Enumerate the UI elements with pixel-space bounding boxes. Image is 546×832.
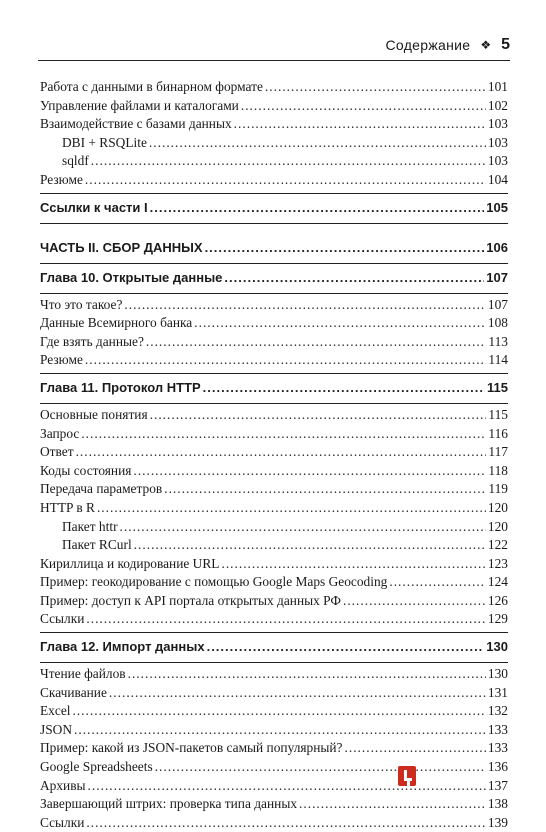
toc-entry-title: Google Spreadsheets xyxy=(40,759,153,775)
section-divider xyxy=(40,193,508,194)
header-rule xyxy=(38,60,510,61)
toc-entry-page: 130 xyxy=(486,639,508,655)
toc-entry-page: 108 xyxy=(487,315,508,331)
toc-entry[interactable] xyxy=(40,425,508,444)
toc-entry[interactable] xyxy=(40,739,508,758)
leader-dots xyxy=(150,196,485,220)
toc-entry-page: 114 xyxy=(488,352,508,368)
leader-dots xyxy=(207,635,485,659)
toc-entry-page: 129 xyxy=(487,611,508,627)
toc-entry-title: Глава 12. Импорт данных xyxy=(40,639,205,655)
toc-entry-page: 103 xyxy=(487,153,508,169)
toc-entry-page: 124 xyxy=(487,574,508,590)
leader-dots xyxy=(91,152,486,171)
toc-entry[interactable] xyxy=(40,97,508,116)
toc-subentry[interactable] xyxy=(40,518,508,537)
section-divider xyxy=(40,373,508,374)
toc-entry-title: Пример: доступ к API портала открытых данных РФ xyxy=(40,592,341,608)
toc-entry-title: Ссылки xyxy=(40,611,85,627)
leader-dots xyxy=(265,78,486,97)
toc-part-heading[interactable] xyxy=(40,236,508,260)
leader-dots xyxy=(74,721,486,740)
toc-entry-page: 115 xyxy=(487,379,508,395)
toc-entry[interactable] xyxy=(40,758,508,777)
toc-entry-title: ЧАСТЬ II. СБОР ДАННЫХ xyxy=(40,239,203,255)
toc-entry-page: 120 xyxy=(487,518,508,534)
toc-subentry[interactable] xyxy=(40,152,508,171)
leader-dots xyxy=(133,462,486,481)
toc-entry-title: Запрос xyxy=(40,425,80,441)
toc-entry-page: 115 xyxy=(488,406,508,422)
toc-entry[interactable] xyxy=(40,443,508,462)
toc-entry-page: 107 xyxy=(486,269,508,285)
spacer xyxy=(40,226,508,236)
toc-entry[interactable] xyxy=(40,795,508,814)
toc-entry-page: 103 xyxy=(487,116,508,132)
section-divider xyxy=(40,403,508,404)
page-header xyxy=(40,36,510,54)
toc-entry-title: Резюме xyxy=(40,171,83,187)
toc-entry-title: Ссылки xyxy=(40,814,85,830)
toc-entry[interactable] xyxy=(40,351,508,370)
toc-section-heading[interactable] xyxy=(40,196,508,220)
leader-dots xyxy=(150,406,487,425)
leader-dots xyxy=(343,592,486,611)
section-divider xyxy=(40,293,508,294)
toc-entry-title: Коды состояния xyxy=(40,462,132,478)
leader-dots xyxy=(86,814,486,832)
leader-dots xyxy=(76,443,487,462)
toc-entry-page: 130 xyxy=(487,666,508,682)
toc-entry[interactable] xyxy=(40,314,508,333)
toc-entry-title: DBI + RSQLite xyxy=(62,134,147,150)
toc-entry[interactable] xyxy=(40,406,508,425)
toc-entry-title: Где взять данные? xyxy=(40,333,144,349)
toc-entry-page: 126 xyxy=(487,592,508,608)
toc-entry[interactable] xyxy=(40,296,508,315)
toc-entry-title: Управление файлами и каталогами xyxy=(40,97,239,113)
leader-dots xyxy=(241,97,486,116)
toc-entry-title: Чтение файлов xyxy=(40,666,126,682)
toc-entry-page: 101 xyxy=(487,79,508,94)
leader-dots xyxy=(88,777,486,796)
leader-dots xyxy=(203,376,485,400)
toc-entry-page: 118 xyxy=(488,462,508,478)
toc-entry[interactable] xyxy=(40,462,508,481)
toc-entry-title: Ссылки к части I xyxy=(40,199,148,215)
toc-entry-title: sqldf xyxy=(62,153,89,169)
leader-dots xyxy=(224,266,484,290)
leader-dots xyxy=(221,555,485,574)
toc-entry-page: 137 xyxy=(487,777,508,793)
toc-entry-title: Пример: геокодирование с помощью Google Maps Geocoding xyxy=(40,574,388,590)
toc-entry-page: 136 xyxy=(487,759,508,775)
toc-entry[interactable] xyxy=(40,684,508,703)
table-of-contents xyxy=(40,78,508,832)
section-divider xyxy=(40,632,508,633)
toc-entry-page: 120 xyxy=(487,499,508,515)
toc-entry-title: Передача параметров xyxy=(40,481,163,497)
toc-entry[interactable] xyxy=(40,610,508,629)
section-divider xyxy=(40,662,508,663)
toc-subentry[interactable] xyxy=(40,536,508,555)
toc-entry[interactable] xyxy=(40,78,508,97)
toc-entry[interactable] xyxy=(40,115,508,134)
leader-dots xyxy=(124,296,485,315)
toc-entry-page: 133 xyxy=(487,740,508,756)
logo-mark xyxy=(404,778,412,781)
toc-entry[interactable] xyxy=(40,480,508,499)
toc-entry[interactable] xyxy=(40,555,508,574)
section-divider xyxy=(40,223,508,224)
leader-dots xyxy=(97,499,486,518)
toc-entry[interactable] xyxy=(40,573,508,592)
ornament-icon: ❖ xyxy=(480,38,492,52)
toc-entry-page: 106 xyxy=(486,239,508,255)
toc-entry-page: 139 xyxy=(487,814,508,830)
toc-entry-page: 123 xyxy=(487,555,508,571)
leader-dots xyxy=(86,610,486,629)
toc-entry-title: Что это такое? xyxy=(40,296,123,312)
leader-dots xyxy=(72,702,485,721)
toc-entry[interactable] xyxy=(40,721,508,740)
leader-dots xyxy=(85,351,486,370)
toc-entry-page: 122 xyxy=(487,537,508,553)
toc-entry-page: 113 xyxy=(488,333,508,349)
leader-dots xyxy=(120,518,486,537)
toc-entry[interactable] xyxy=(40,333,508,352)
toc-entry-page: 138 xyxy=(487,796,508,812)
leader-dots xyxy=(155,758,486,777)
toc-entry[interactable] xyxy=(40,592,508,611)
leader-dots xyxy=(85,171,486,190)
toc-entry-title: Работа с данными в бинарном формате xyxy=(40,79,263,94)
toc-entry-title: Завершающий штрих: проверка типа данных xyxy=(40,796,298,812)
leader-dots xyxy=(299,795,486,814)
toc-entry-page: 131 xyxy=(487,684,508,700)
leader-dots xyxy=(205,236,485,260)
toc-entry-page: 119 xyxy=(488,481,508,497)
toc-entry-title: Ответ xyxy=(40,444,74,460)
toc-entry-page: 105 xyxy=(486,199,508,215)
toc-entry-title: Взаимодействие с базами данных xyxy=(40,116,232,132)
toc-entry-title: Глава 11. Протокол HTTP xyxy=(40,379,201,395)
toc-entry-title: Пакет httr xyxy=(62,518,118,534)
toc-entry-page: 132 xyxy=(487,703,508,719)
publisher-logo-icon xyxy=(398,766,416,786)
leader-dots xyxy=(128,665,486,684)
toc-entry-page: 107 xyxy=(487,296,508,312)
leader-dots xyxy=(146,333,487,352)
toc-entry[interactable] xyxy=(40,777,508,796)
toc-entry-title: Пакет RCurl xyxy=(62,537,132,553)
toc-entry-title: Excel xyxy=(40,703,71,719)
toc-entry-page: 133 xyxy=(487,721,508,737)
toc-subentry[interactable] xyxy=(40,134,508,153)
toc-entry[interactable] xyxy=(40,171,508,190)
leader-dots xyxy=(164,480,486,499)
toc-entry-title: Архивы xyxy=(40,777,86,793)
toc-entry[interactable] xyxy=(40,665,508,684)
leader-dots xyxy=(149,134,486,153)
toc-entry-page: 116 xyxy=(488,425,508,441)
toc-entry-title: Скачивание xyxy=(40,684,107,700)
toc-entry-title: Данные Всемирного банка xyxy=(40,315,193,331)
toc-chapter-heading[interactable] xyxy=(40,266,508,290)
leader-dots xyxy=(194,314,486,333)
leader-dots xyxy=(345,739,486,758)
leader-dots xyxy=(389,573,486,592)
toc-entry-title: HTTP в R xyxy=(40,499,95,515)
toc-entry-page: 102 xyxy=(487,97,508,113)
leader-dots xyxy=(234,115,486,134)
toc-entry[interactable] xyxy=(40,499,508,518)
toc-entry-title: JSON xyxy=(40,721,72,737)
page-number: 5 xyxy=(501,36,510,53)
toc-entry-page: 117 xyxy=(488,444,508,460)
toc-entry-title: Глава 10. Открытые данные xyxy=(40,269,223,285)
toc-entry-title: Кириллица и кодирование URL xyxy=(40,555,220,571)
toc-chapter-heading[interactable] xyxy=(40,376,508,400)
section-divider xyxy=(40,263,508,264)
header-title: Содержание xyxy=(385,37,471,53)
leader-dots xyxy=(81,425,486,444)
leader-dots xyxy=(134,536,486,555)
toc-entry-title: Пример: какой из JSON-пакетов самый популярный? xyxy=(40,740,343,756)
toc-entry-title: Основные понятия xyxy=(40,406,148,422)
toc-entry-title: Резюме xyxy=(40,352,83,368)
leader-dots xyxy=(109,684,486,703)
toc-chapter-heading[interactable] xyxy=(40,635,508,659)
toc-entry-page: 104 xyxy=(487,171,508,187)
toc-entry[interactable] xyxy=(40,702,508,721)
toc-entry-page: 103 xyxy=(487,134,508,150)
toc-entry[interactable] xyxy=(40,814,508,832)
